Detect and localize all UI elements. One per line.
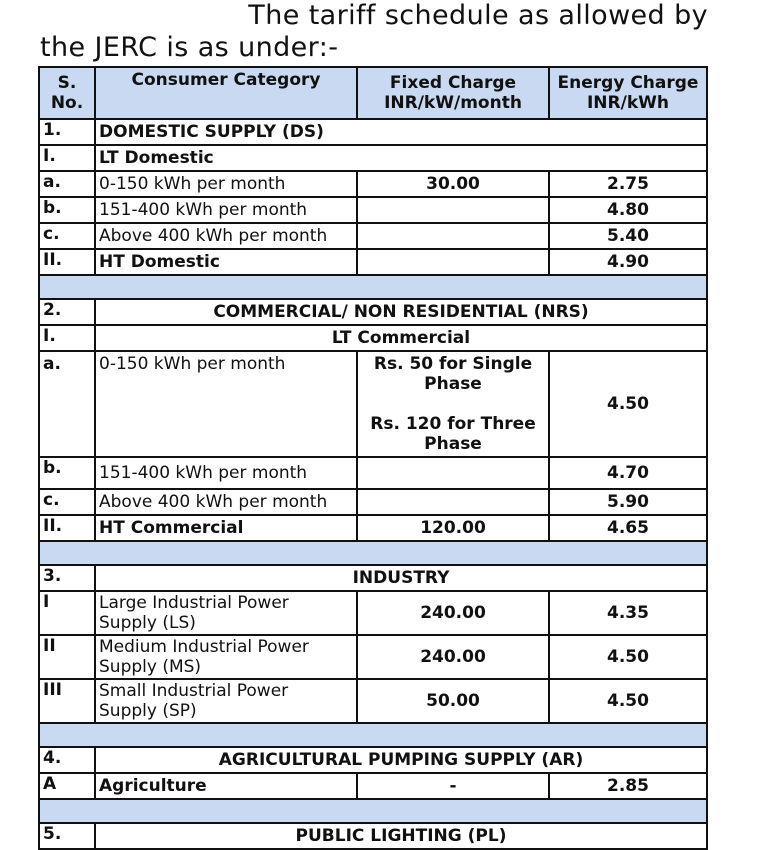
subsection-row: I. LT Commercial xyxy=(39,325,707,351)
header-fixed-charge: Fixed Charge INR/kW/month xyxy=(357,67,549,119)
table-row: A Agriculture - 2.85 xyxy=(39,773,707,799)
header-sno: S. No. xyxy=(39,67,95,119)
table-row: II Medium Industrial Power Supply (MS) 240.00 4.50 xyxy=(39,635,707,679)
table-row: II. HT Commercial 120.00 4.65 xyxy=(39,515,707,541)
header-energy-charge: Energy Charge INR/kWh xyxy=(549,67,707,119)
table-row: a. 0-150 kWh per month 30.00 2.75 xyxy=(39,171,707,197)
table-row: c. Above 400 kWh per month 5.90 xyxy=(39,489,707,515)
intro-line-2: the JERC is as under:- xyxy=(40,32,339,63)
table-row: b. 151-400 kWh per month 4.70 xyxy=(39,457,707,489)
intro-line-1: The tariff schedule as allowed by xyxy=(248,0,708,31)
section-title: COMMERCIAL/ NON RESIDENTIAL (NRS) xyxy=(95,299,707,325)
header-row xyxy=(39,67,707,119)
intro-text xyxy=(40,0,708,64)
section-title: PUBLIC LIGHTING (PL) xyxy=(95,823,707,849)
table-row: II. HT Domestic 4.90 xyxy=(39,249,707,275)
separator-row xyxy=(39,723,707,747)
tariff-table xyxy=(38,66,708,850)
table-row: a. 0-150 kWh per month Rs. 50 for Single Phase Rs. 120 for Three Phase 4.50 xyxy=(39,351,707,457)
section-row-agriculture: 4. AGRICULTURAL PUMPING SUPPLY (AR) xyxy=(39,747,707,773)
section-title: AGRICULTURAL PUMPING SUPPLY (AR) xyxy=(95,747,707,773)
table-row: c. Above 400 kWh per month 5.40 xyxy=(39,223,707,249)
section-row-domestic: 1. DOMESTIC SUPPLY (DS) xyxy=(39,119,707,145)
table-row: I Large Industrial Power Supply (LS) 240.00 4.35 xyxy=(39,591,707,635)
section-title: DOMESTIC SUPPLY (DS) xyxy=(95,119,707,145)
section-row-industry: 3. INDUSTRY xyxy=(39,565,707,591)
fixed-charge-phases: Rs. 50 for Single Phase Rs. 120 for Three Phase xyxy=(357,351,549,457)
section-title: INDUSTRY xyxy=(95,565,707,591)
separator-row xyxy=(39,541,707,565)
header-category: Consumer Category xyxy=(95,67,357,119)
table-row: III Small Industrial Power Supply (SP) 50.00 4.50 xyxy=(39,679,707,723)
subsection-row: I. LT Domestic xyxy=(39,145,707,171)
table-row: b. 151-400 kWh per month 4.80 xyxy=(39,197,707,223)
section-row-commercial: 2. COMMERCIAL/ NON RESIDENTIAL (NRS) xyxy=(39,299,707,325)
section-row-public-lighting: 5. PUBLIC LIGHTING (PL) xyxy=(39,823,707,849)
separator-row xyxy=(39,799,707,823)
separator-row xyxy=(39,275,707,299)
